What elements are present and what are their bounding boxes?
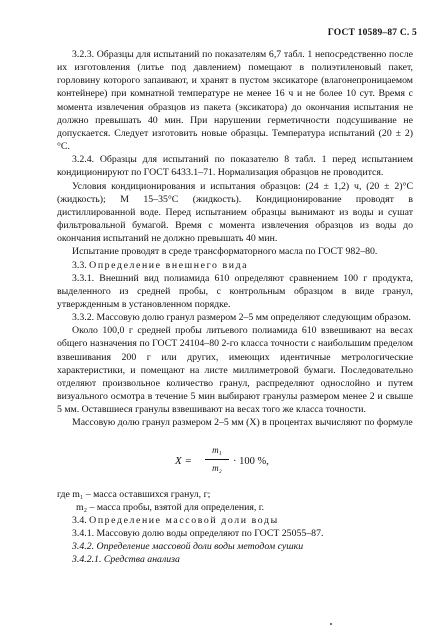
paragraph-oil-medium: Испытание проводят в среде трансформаторного масла по ГОСТ 982–80.	[72, 246, 378, 258]
paragraph-3-4-2-1: 3.4.2.1. Средства анализа	[72, 554, 180, 566]
paragraph-3-2-3: 3.2.3. Образцы для испытаний по показателям 6,7 табл. 1 непосредственно после их изготовления (литье под давлением) помещают в полиэтиленовый пакет, горловину которого запаивают, и хранят в пустом эксикаторе (влагонепроницаемом контейнере) при комнатной температуре не менее 16 ч и не более 10 сут. Время с момента извлечения образцов из пакета (эксикатора) до окончания испытания не должно превышать 40 мин. При нарушении герметичности подсушивание не допускается. Следует изготовить новые образцы. Температура испытаний (20 ± 2)°С.	[57, 49, 413, 153]
definition-m2: m₂ – масса пробы, взятой для определения, г.	[76, 501, 265, 513]
paragraph-3-3-2: 3.3.2. Массовую долю гранул размером 2–5 мм определяют следующим образом.	[72, 312, 411, 324]
paragraph-weighing: Около 100,0 г средней пробы литьевого полиамида 610 взвешивают на весах общего назначения по ГОСТ 24104–80 2-го класса точности с наибольшим пределом взвешивания 200 г или других, имеющих идентичные метрологические характеристики, и помещают на листе миллиметровой бумаги. Последовательно отделяют произвольное количество гранул, распределяют однослойно и путем визуального осмотра в течение 5 мин выбирают гранулы размером менее 2 и свыше 5 мм. Оставшиеся гранулы взвешивают на весах того же класса точности.	[57, 325, 413, 416]
formula-fraction	[205, 444, 229, 475]
scan-speck	[330, 623, 332, 625]
section-heading-3-4	[57, 514, 413, 527]
paragraph-3-4-1: 3.4.1. Массовую долю воды определяют по ГОСТ 25055–87.	[72, 528, 324, 539]
paragraph-3-2-4: 3.2.4. Образцы для испытаний по показателю 8 табл. 1 перед испытанием кондиционируют по ГОСТ 6433.1–71. Нормализация образцов не проводится.	[57, 154, 413, 179]
definition-m1: где m₁ – масса оставшихся гранул, г;	[57, 488, 211, 500]
paragraph-formula-intro: Массовую долю гранул размером 2–5 мм (X) в процентах вычисляют по формуле	[72, 417, 413, 429]
paragraph-3-3-1: 3.3.1. Внешний вид полиамида 610 определяют сравнением 100 г продукта, выделенного из средней пробы, с контрольным образцом в виде гранул, утвержденным в установленном порядке.	[57, 272, 413, 310]
section-heading-3-3	[57, 259, 413, 272]
section-number: 3.3.	[72, 259, 87, 271]
paragraph-3-4-2: 3.4.2. Определение массовой доли воды методом сушки	[72, 541, 304, 553]
formula-lhs: X =	[175, 454, 192, 467]
document-body	[57, 48, 413, 566]
fraction-bar	[205, 459, 229, 460]
paragraph-conditions: Условия кондиционирования и испытания образцов: (24 ± 1,2) ч, (20 ± 2)°С (жидкость); М 15–35°С (жидкость). Кондиционирование проводят в дистиллированной воде. Перед испытанием образцы вынимают из воды и сушат фильтровальной бумагой. Время с момента извлечения образцов из воды до окончания испытаний не должно превышать 40 мин.	[57, 180, 413, 245]
formula-denominator: m₂	[212, 462, 222, 473]
page-header: ГОСТ 10589–87 С. 5	[327, 28, 417, 38]
section-number: 3.4.	[72, 514, 87, 526]
formula-numerator: m₁	[212, 444, 222, 455]
formula	[57, 444, 413, 478]
formula-rhs: · 100 %,	[233, 455, 269, 467]
formula-definitions	[57, 488, 413, 514]
section-title: Определение массовой доли воды	[89, 514, 279, 526]
section-title: Определение внешнего вида	[89, 259, 249, 271]
